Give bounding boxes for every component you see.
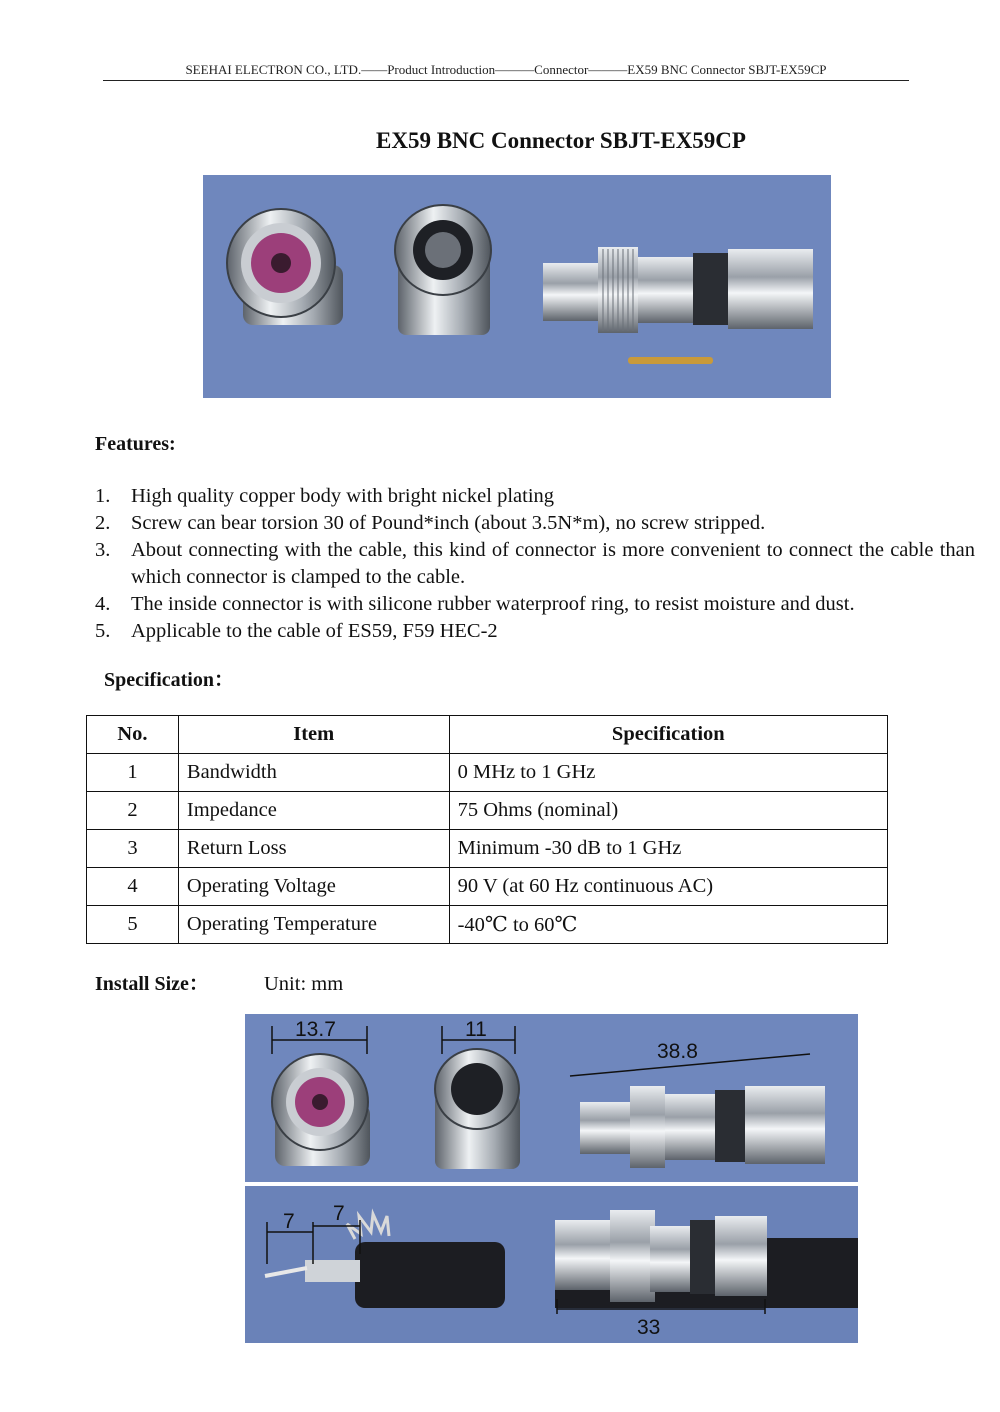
dimension-sleeve-diameter: 11 [465, 1018, 487, 1041]
table-row [87, 792, 888, 830]
table-row [87, 906, 888, 944]
connector-side-view [543, 247, 813, 364]
table-cell: Return Loss [178, 830, 449, 868]
install-size-photo [245, 1014, 858, 1343]
page-title: EX59 BNC Connector SBJT-EX59CP [376, 128, 746, 153]
list-item [95, 618, 975, 645]
column-header: Item [178, 716, 449, 754]
sleeve-view [435, 1049, 520, 1169]
list-item [95, 537, 975, 591]
table-row [87, 830, 888, 868]
list-item-text: High quality copper body with bright nickel plating [131, 485, 555, 507]
list-item-text: Screw can bear torsion 30 of Pound*inch (about 3.5N*m), no screw stripped. [131, 512, 766, 534]
table-cell: Minimum -30 dB to 1 GHz [449, 830, 887, 868]
sleeve-view [395, 205, 491, 335]
table-row [87, 754, 888, 792]
column-header: Specification [449, 716, 887, 754]
specification-table [86, 715, 888, 944]
table-cell: Impedance [178, 792, 449, 830]
table-cell: 0 MHz to 1 GHz [449, 754, 887, 792]
install-size-heading: Install Size： [95, 973, 209, 995]
table-cell: -40℃ to 60℃ [449, 906, 887, 944]
product-photo [203, 175, 831, 398]
features-list [95, 483, 975, 645]
column-header: No. [87, 716, 179, 754]
list-item-number: 5. [95, 620, 111, 642]
connector-side-view [580, 1086, 825, 1168]
table-cell: Operating Voltage [178, 868, 449, 906]
list-item-text: Applicable to the cable of ES59, F59 HEC-2 [131, 620, 498, 642]
list-item [95, 591, 975, 618]
table-cell: Operating Temperature [178, 906, 449, 944]
list-item-number: 2. [95, 512, 111, 534]
list-item-text: About connecting with the cable, this kind of connector is more convenient to connect the cable than which connector is clamped to the cable. [131, 539, 975, 588]
table-cell: 5 [87, 906, 179, 944]
dimension-overall-length: 38.8 [657, 1040, 698, 1063]
dimension-strip-outer: 7 [333, 1202, 345, 1225]
list-item-number: 3. [95, 539, 111, 561]
dimension-installed-length: 33 [637, 1316, 661, 1339]
features-heading: Features: [95, 433, 176, 455]
list-item-number: 4. [95, 593, 111, 615]
dimension-front-diameter: 13.7 [295, 1018, 336, 1041]
list-item [95, 483, 975, 510]
unit-label: Unit: mm [264, 973, 344, 995]
table-cell: 4 [87, 868, 179, 906]
table-row [87, 868, 888, 906]
list-item [95, 510, 975, 537]
specification-heading: Specification： [104, 669, 234, 691]
table-cell: Bandwidth [178, 754, 449, 792]
running-header: SEEHAI ELECTRON CO., LTD.——Product Introduction———Connector———EX59 BNC Connector SBJT-EX59CP [103, 62, 909, 81]
table-cell: 1 [87, 754, 179, 792]
list-item-text: The inside connector is with silicone rubber waterproof ring, to resist moisture and dust. [131, 593, 855, 615]
dimension-strip-inner: 7 [283, 1210, 295, 1233]
table-cell: 2 [87, 792, 179, 830]
table-header-row [87, 716, 888, 754]
table-cell: 75 Ohms (nominal) [449, 792, 887, 830]
list-item-number: 1. [95, 485, 111, 507]
connector-front-view [227, 209, 343, 325]
table-cell: 3 [87, 830, 179, 868]
connector-front-view [272, 1054, 370, 1166]
table-cell: 90 V (at 60 Hz continuous AC) [449, 868, 887, 906]
